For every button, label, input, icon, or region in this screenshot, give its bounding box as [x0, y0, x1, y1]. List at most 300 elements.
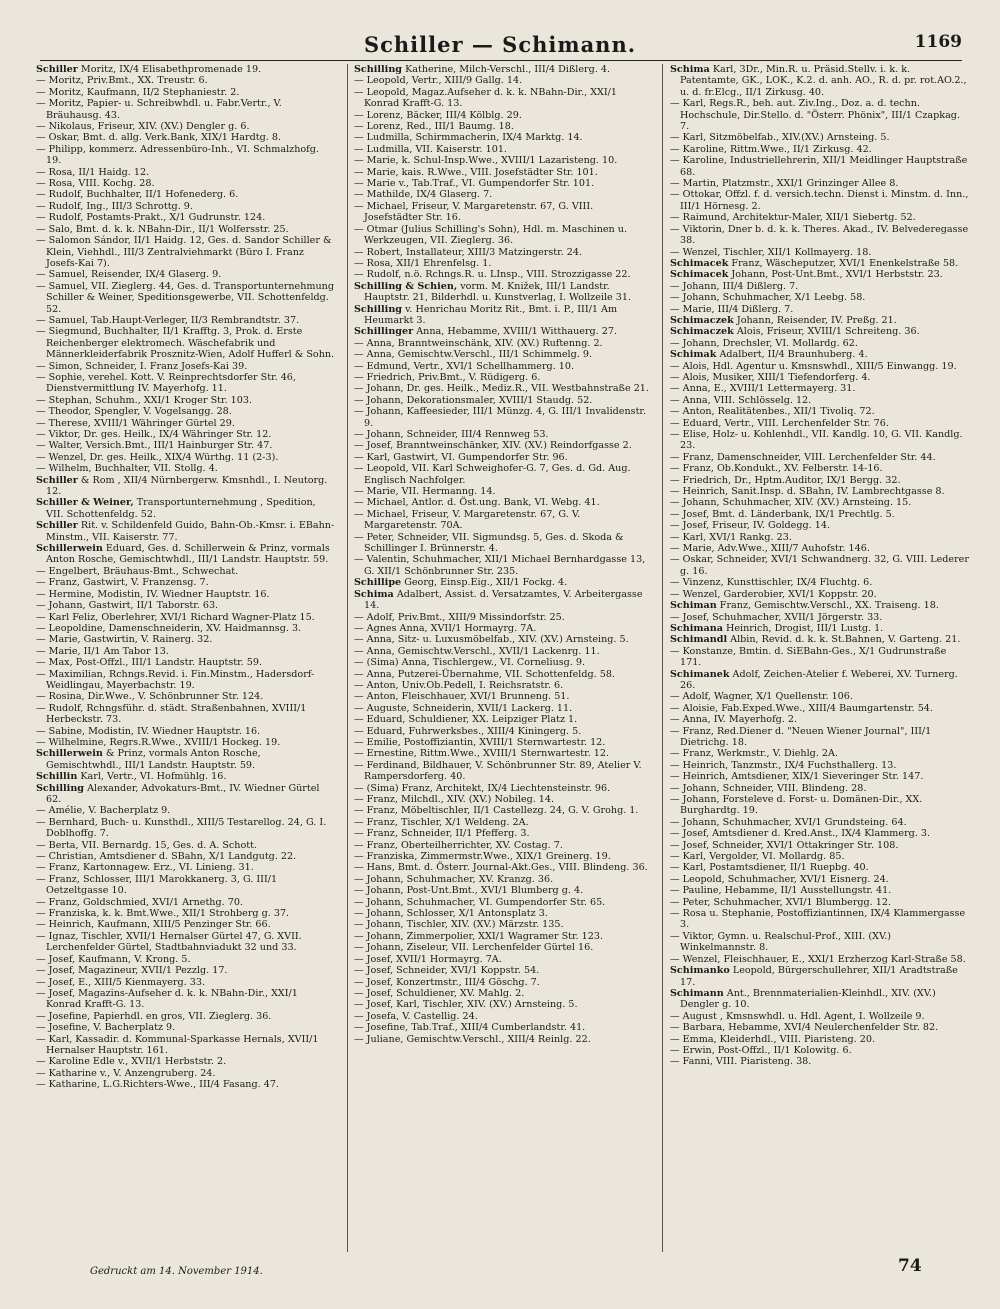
entry-text: — Rudolf, Rchngsführ. d. städt. Straßenbahnen, XVIII/1 Herbeckstr. 73.: [36, 702, 307, 726]
directory-entry: [36, 965, 336, 976]
directory-entry: [670, 760, 970, 771]
directory-entry: [354, 554, 654, 577]
directory-entry: [36, 406, 336, 417]
directory-entry: [670, 954, 970, 965]
directory-entry: [354, 269, 654, 280]
directory-entry: [354, 714, 654, 725]
entry-text: — Franz, Damenschneider, VIII. Lerchenfelder Str. 44.: [670, 451, 936, 463]
directory-entry: [36, 463, 336, 474]
entry-text: Transportunternehmung , Spedition, VII. Schottenfeldg. 52.: [46, 497, 316, 520]
entry-text: Eduard, Ges. d. Schillerwein & Prinz, vormals Anton Rosche, Gemischtwhdl., III/1 Landstr. Hauptstr. 59.: [46, 543, 330, 566]
entry-text: — Rudolf, Postamts-Prakt., X/1 Gudrunstr. 124.: [36, 212, 266, 224]
entry-text: — Rosa, VIII. Kochg. 28.: [36, 178, 155, 190]
directory-entry: [36, 132, 336, 143]
entry-text: — Franz, Gastwirt, V. Franzensg. 7.: [36, 577, 209, 589]
entry-text: — Franz, Ob.Kondukt., XV. Felberstr. 14-16.: [670, 463, 883, 475]
entry-text: Adolf, Zeichen-Atelier f. Weberei, XV. Turnerg. 26.: [680, 668, 958, 691]
directory-entry: [36, 87, 336, 98]
directory-entry: [354, 258, 654, 269]
directory-entry: [354, 497, 654, 508]
directory-entry: [354, 634, 654, 645]
directory-entry: [670, 908, 970, 931]
column-right: [670, 64, 970, 1259]
running-title: Schiller — Schimann.: [363, 32, 637, 57]
directory-entry: [36, 212, 336, 223]
entry-text: — Karl, Regs.R., beh. aut. Ziv.Ing., Doz. a. d. techn. Hochschule, Dir.Stello. d. "Österr. Phönix", III/1 Czapkag. 7.: [670, 98, 960, 133]
directory-entry: [36, 75, 336, 86]
directory-entry: [354, 349, 654, 360]
entry-surname: Schillerwein: [36, 543, 103, 555]
directory-entry: [670, 269, 970, 280]
entry-text: — Moritz, Papier- u. Schreibwhdl. u. Fabr.Vertr., V. Bräuhausg. 43.: [36, 98, 282, 121]
directory-entry: [670, 497, 970, 508]
sheet-number: 74: [898, 1256, 922, 1276]
directory-entry: [354, 395, 654, 406]
directory-entry: [354, 1022, 654, 1033]
directory-entry: [670, 862, 970, 873]
directory-entry: [354, 87, 654, 110]
entry-text: — Salomon Sándor, II/1 Haidg. 12, Ges. d. Sandor Schiller & Klein, Viehhdl., III/3 Zentralviehmarkt (Büro I. Franz Josefs-Kai 7).: [36, 235, 332, 269]
directory-entry: [354, 840, 654, 851]
entry-text: — Marie, Gastwirtin, V. Rainerg. 32.: [36, 634, 213, 646]
directory-entry: [670, 98, 970, 132]
directory-entry: [36, 908, 336, 919]
entry-text: — Rosa, XII/1 Ehrenfelsg. 1.: [354, 257, 492, 269]
entry-text: — Rosa, II/1 Haidg. 12.: [36, 166, 150, 178]
directory-entry: [36, 98, 336, 121]
entry-text: — Ferdinand, Bildhauer, V. Schönbrunner Str. 89, Atelier V. Rampersdorferg. 40.: [354, 759, 642, 783]
directory-entry: [670, 406, 970, 417]
entry-text: — Johann, Gastwirt, II/1 Taborstr. 63.: [36, 600, 219, 612]
directory-entry: [670, 486, 970, 497]
entry-text: — Josef, Kaufmann, V. Krong. 5.: [36, 953, 191, 965]
entry-text: — Rudolf, n.ö. Rchngs.R. u. LInsp., VIII. Strozzigasse 22.: [354, 269, 631, 281]
directory-entry: [36, 1056, 336, 1067]
entry-text: — Karl, Gastwirt, VI. Gumpendorfer Str. 96.: [354, 451, 568, 463]
entry-text: — Max, Post-Offzl., III/1 Landstr. Hauptstr. 59.: [36, 657, 263, 669]
entry-text: v. Henrichau Moritz Rit., Bmt. i. P., III/1 Am Heumarkt 3.: [364, 303, 618, 326]
entry-text: — Franz, Goldschmied, XVI/1 Arnethg. 70.: [36, 896, 243, 908]
entry-text: — Franz, Milchdl., XIV. (XV.) Nobileg. 14.: [354, 794, 555, 805]
entry-text: — Valentin, Schuhmacher, XII/1 Michael Bernhardgasse 13, G. XII/1 Schönbrunner Str. 235.: [354, 554, 646, 577]
entry-text: — Franziska, Zimmermstr.Wwe., XIX/1 Greinerg. 19.: [354, 851, 611, 863]
entry-text: — Josef, E., XIII/5 Kienmayerg. 33.: [36, 976, 206, 988]
directory-entry: [36, 657, 336, 668]
entry-text: — Rudolf, Ing., III/3 Schrottg. 9.: [36, 200, 193, 212]
directory-entry: [670, 1022, 970, 1033]
directory-entry: [670, 554, 970, 577]
directory-entry: [670, 509, 970, 520]
directory-entry: [670, 292, 970, 303]
entry-surname: Schiller: [36, 64, 78, 75]
directory-entry: [354, 828, 654, 839]
directory-entry: [36, 748, 336, 771]
entry-text: — Wenzel, Dr. ges. Heilk., XIX/4 Würthg. 11 (2-3).: [36, 451, 279, 463]
entry-text: — Karl, Kassadir. d. Kommunal-Sparkasse Hernals, XVII/1 Hernalser Hauptstr. 161.: [36, 1033, 319, 1056]
entry-text: — Viktorin, Dner b. d. k. k. Theres. Akad., IV. Belvederegasse 38.: [670, 223, 969, 247]
directory-entry: [36, 805, 336, 816]
entry-text: — Johann, Dr. ges. Heilk., Mediz.R., VII. Westbahnstraße 21.: [354, 383, 649, 395]
entry-text: — Anna, IV. Mayerhofg. 2.: [670, 714, 798, 726]
column-left: [36, 64, 336, 1259]
entry-text: — Karl, XVI/1 Rankg. 23.: [670, 531, 792, 543]
directory-entry: [670, 828, 970, 839]
entry-text: — Peter, Schuhmacher, XVI/1 Blumbergg. 12.: [670, 896, 892, 908]
directory-entry: [36, 235, 336, 269]
directory-entry: [36, 1022, 336, 1033]
entry-text: — Marie, VII. Hermanng. 14.: [354, 486, 496, 498]
directory-entry: [36, 452, 336, 463]
entry-text: — Marie, II/1 Am Tabor 13.: [36, 645, 169, 657]
directory-entry: [36, 543, 336, 566]
directory-entry: [670, 144, 970, 155]
entry-text: — Aloisie, Fab.Exped.Wwe., XIII/4 Baumgartenstr. 54.: [670, 702, 933, 714]
directory-entry: [36, 269, 336, 280]
entry-text: — Simon, Schneider, I. Franz Josefs-Kai 39.: [36, 360, 248, 372]
directory-entry: [670, 577, 970, 588]
directory-entry: [36, 954, 336, 965]
entry-text: — Anton, Fleischhauer, XVI/1 Brunneng. 51.: [354, 691, 570, 703]
directory-entry: [670, 429, 970, 452]
entry-text: — Viktor, Dr. ges. Heilk., IX/4 Währinger Str. 12.: [36, 429, 272, 440]
entry-text: vorm. M. Knižek, III/1 Landstr. Hauptstr. 21, Bilderhdl. u. Kunstverlag, I. Wollzeile 31.: [364, 280, 632, 304]
directory-entry: [670, 794, 970, 817]
directory-entry: [670, 726, 970, 749]
directory-entry: [354, 805, 654, 816]
entry-text: — Karl Feliz, Oberlehrer, XVI/1 Richard Wagner-Platz 15.: [36, 611, 315, 623]
entry-text: — Rosina, Dir.Wwe., V. Schönbrunner Str. 124.: [36, 691, 264, 703]
directory-entry: [354, 794, 654, 805]
entry-text: — Agnes Anna, XVII/1 Hormayrg. 7A.: [354, 622, 537, 634]
entry-text: — Johann, Schneider, III/4 Rennweg 53.: [354, 429, 549, 440]
directory-entry: [36, 577, 336, 588]
directory-entry: [354, 817, 654, 828]
entry-surname: Schimaczek: [670, 314, 734, 326]
entry-text: — Johann, Tischler, XIV. (XV.) Märzstr. 135.: [354, 919, 564, 931]
directory-entry: [354, 144, 654, 155]
entry-surname: Schiman: [670, 600, 717, 612]
entry-surname: Schimacek: [670, 269, 729, 281]
entry-text: — Michael, Friseur, V. Margaretenstr. 67, G. V. Margaretenstr. 70A.: [354, 508, 581, 532]
directory-entry: [354, 931, 654, 942]
directory-entry: [670, 634, 970, 645]
entry-text: — Wilhelmine, Regrs.R.Wwe., XVIII/1 Hockeg. 19.: [36, 736, 281, 748]
directory-entry: [670, 224, 970, 247]
entry-surname: Schilling & Schien,: [354, 280, 458, 292]
directory-entry: [670, 281, 970, 292]
directory-entry: [670, 874, 970, 885]
entry-surname: Schillipe: [354, 577, 402, 589]
entry-text: — Sophie, verehel. Kott. V. Reinprechtsdorfer Str. 46, Dienstvermittlung IV. Mayerhofg. 11.: [36, 371, 296, 395]
entry-text: — Josefine, Papierhdl. en gros, VII. Zieglerg. 36.: [36, 1010, 272, 1022]
entry-text: — Auguste, Schneiderin, XVII/1 Lackerg. 11.: [354, 702, 573, 714]
entry-text: — Josef, Bmt. d. Länderbank, IX/1 Prechtlg. 5.: [670, 508, 895, 520]
directory-entry: [670, 931, 970, 954]
entry-text: — Heinrich, Kaufmann, XIII/5 Penzinger Str. 66.: [36, 919, 271, 931]
directory-entry: [36, 726, 336, 737]
directory-entry: [36, 771, 336, 782]
directory-entry: [354, 281, 654, 304]
directory-entry: [670, 897, 970, 908]
directory-entry: [354, 509, 654, 532]
entry-text: — Wenzel, Fleischhauer, E., XXI/1 Erzherzog Karl-Straße 58.: [670, 953, 966, 965]
directory-entry: [36, 931, 336, 954]
entry-text: Karl, 3Dr., Min.R. u. Präsid.Stellv. i. k. k. Patentamte, GK., LOK., K.2. d. anh. AO., R. d. pr. rot.AO.2., u. d. fr.Elcg., II/1 Zirkusg. 40.: [680, 64, 967, 98]
entry-text: & Prinz, vormals Anton Rosche, Gemischtwhdl., III/1 Landstr. Hauptstr. 59.: [46, 748, 261, 771]
entry-text: — Katharine, L.G.Richters-Wwe., III/4 Fasang. 47.: [36, 1079, 279, 1091]
directory-entry: [670, 623, 970, 634]
entry-text: — Eduard, Schuldiener, XX. Leipziger Platz 1.: [354, 714, 578, 726]
entry-text: — Samuel, Reisender, IX/4 Glaserg. 9.: [36, 269, 222, 281]
entry-text: Johann, Post-Unt.Bmt., XVI/1 Herbststr. 23.: [731, 269, 943, 281]
entry-text: — Leopold, Vertr., XIII/9 Gallg. 14.: [354, 75, 523, 87]
directory-entry: [670, 589, 970, 600]
directory-entry: [354, 338, 654, 349]
entry-text: — Leopoldine, Damenschneiderin, XV. Haidmannsg. 3.: [36, 622, 302, 634]
entry-text: — Ernestine, Rittm.Wwe., XVIII/1 Sternwartestr. 12.: [354, 748, 610, 760]
directory-entry: [670, 178, 970, 189]
entry-surname: Schimanko: [670, 965, 730, 977]
entry-text: — Franz, Oberteilherrichter, XV. Costag. 7.: [354, 839, 563, 851]
entry-text: — Josef, Magazins-Aufseher d. k. k. NBahn-Dir., XXI/1 Konrad Krafft-G. 13.: [36, 987, 298, 1011]
entry-text: — Franz, Möbeltischler, II/1 Castellezg. 24, G. V. Grohg. 1.: [354, 805, 639, 817]
entry-text: — Johann, Schuhmacher, XIV. (XV.) Arnsteing. 15.: [670, 497, 912, 509]
entry-text: — Emilie, Postoffiziantin, XVIII/1 Sternwartestr. 12.: [354, 736, 606, 748]
entry-text: Leopold, Bürgerschullehrer, XII/1 Aradtstraße 17.: [680, 965, 958, 988]
directory-entry: [36, 977, 336, 988]
entry-text: — Alois, Hdl. Agentur u. Kmsnswhdl., XIII/5 Einwangg. 19.: [670, 360, 957, 372]
entry-text: — Franz, Kartonnagew. Erz., VI. Linieng. 31.: [36, 862, 254, 874]
entry-text: — Oskar, Bmt. d. allg. Verk.Bank, XIX/1 Hardtg. 8.: [36, 132, 281, 144]
directory-entry: [36, 497, 336, 520]
directory-entry: [354, 612, 654, 623]
directory-entry: [670, 155, 970, 178]
entry-text: — Franziska, k. k. Bmt.Wwe., XII/1 Strohberg g. 37.: [36, 908, 290, 920]
directory-entry: [36, 897, 336, 908]
entry-surname: Schiller: [36, 474, 78, 486]
directory-entry: [354, 463, 654, 486]
entry-text: Adalbert, II/4 Braunhuberg. 4.: [719, 349, 868, 361]
entry-text: — Johann, Ziseleur, VII. Lerchenfelder Gürtel 16.: [354, 942, 594, 954]
entry-text: Alexander, Advokaturs-Bmt., IV. Wiedner Gürtel 62.: [46, 782, 320, 805]
entry-text: — Maximilian, Rchngs.Revid. i. Fin.Minstm., Hadersdorf-Weidlingau, Mayerbachstr. 19.: [36, 668, 315, 691]
entry-text: — Anna, Putzerei-Übernahme, VII. Schottenfeldg. 58.: [354, 668, 615, 680]
directory-entry: [354, 919, 654, 930]
directory-entry: [36, 612, 336, 623]
entry-text: — Elise, Holz- u. Kohlenhdl., VII. Kandlg. 10, G. VII. Kandlg. 23.: [670, 429, 963, 452]
entry-text: — Johann, Dekorationsmaler, XVIII/1 Staudg. 52.: [354, 394, 593, 406]
directory-entry: [354, 737, 654, 748]
entry-text: — Marie, k. Schul-Insp.Wwe., XVIII/1 Lazaristeng. 10.: [354, 155, 618, 167]
entry-text: — Anna, VIII. Schlösselg. 12.: [670, 394, 812, 406]
directory-entry: [354, 703, 654, 714]
directory-entry: [670, 452, 970, 463]
directory-entry: [36, 418, 336, 429]
entry-text: — Josef, Branntweinschänker, XIV. (XV.) Reindorfgasse 2.: [354, 440, 632, 452]
directory-entry: [670, 258, 970, 269]
entry-text: — Vinzenz, Kunsttischler, IX/4 Fluchtg. 6.: [670, 577, 873, 589]
entry-text: — Rudolf, Buchhalter, II/1 Hofenederg. 6.: [36, 189, 239, 201]
directory-entry: [670, 669, 970, 692]
directory-entry: [670, 691, 970, 702]
directory-entry: [354, 110, 654, 121]
entry-text: — Anna, Sitz- u. Luxusmöbelfab., XIV. (XV.) Arnsteing. 5.: [354, 634, 629, 646]
entry-text: — Stephan, Schuhm., XXI/1 Kroger Str. 103.: [36, 394, 253, 406]
entry-text: — Johann, Schuhmacher, VI. Gumpendorfer Str. 65.: [354, 896, 606, 908]
entry-text: — Josef, Schneider, XVI/1 Ottakringer Str. 108.: [670, 839, 899, 851]
directory-entry: [36, 475, 336, 498]
directory-entry: [670, 703, 970, 714]
directory-entry: [354, 908, 654, 919]
entry-text: — Lorenz, Red., III/1 Baumg. 18.: [354, 121, 514, 133]
directory-entry: [36, 315, 336, 326]
entry-text: — Josef, Karl, Tischler, XIV. (XV.) Arnsteing. 5.: [354, 999, 578, 1011]
entry-surname: Schimaczek: [670, 326, 734, 338]
entry-text: Georg, Einsp.Eig., XII/1 Fockg. 4.: [404, 577, 568, 589]
directory-entry: [354, 942, 654, 953]
directory-entry: [670, 315, 970, 326]
directory-entry: [36, 783, 336, 806]
entry-surname: Schillerwein: [36, 748, 103, 760]
entry-text: — Franz, Tischler, X/1 Weldeng. 2A.: [354, 816, 529, 828]
directory-entry: [36, 669, 336, 692]
entry-text: — Johann, Schuhmacher, XV. Kranzg. 36.: [354, 873, 554, 885]
directory-entry: [670, 1045, 970, 1056]
directory-entry: [670, 475, 970, 486]
entry-text: — Josef, Schneider, XVI/1 Koppstr. 54.: [354, 965, 540, 977]
entry-surname: Schilling: [354, 303, 403, 315]
entry-text: — Ludmilla, Schirmmacherin, IX/4 Marktg. 14.: [354, 132, 583, 144]
entry-text: — Karoline, Rittm.Wwe., II/1 Zirkusg. 42.: [670, 143, 872, 155]
directory-entry: [36, 840, 336, 851]
column-middle: [354, 64, 654, 1259]
entry-text: — Edmund, Vertr., XVI/1 Schellhammerg. 10.: [354, 360, 575, 372]
entry-text: — Rosa u. Stephanie, Postoffiziantinnen, IX/4 Klammergasse 3.: [670, 908, 966, 931]
directory-entry: [354, 760, 654, 783]
entry-text: — Karoline Edle v., XVII/1 Herbststr. 2.: [36, 1056, 227, 1068]
directory-entry: [670, 543, 970, 554]
directory-entry: [354, 851, 654, 862]
entry-text: — Leopold, Schuhmacher, XVI/1 Eisnerg. 24.: [670, 873, 889, 885]
directory-entry: [354, 577, 654, 588]
entry-text: — Emma, Kleiderhdl., VIII. Piaristeng. 20.: [670, 1033, 876, 1045]
directory-entry: [36, 634, 336, 645]
entry-text: — Karl, Vergolder, VI. Mollardg. 85.: [670, 851, 845, 863]
directory-entry: [36, 1011, 336, 1022]
directory-entry: [670, 520, 970, 531]
directory-entry: [36, 600, 336, 611]
entry-text: — Amélie, V. Bacherplatz 9.: [36, 805, 171, 817]
directory-entry: [670, 885, 970, 896]
entry-text: — Eduard, Vertr., VIII. Lerchenfelder Str. 76.: [670, 417, 889, 429]
entry-text: — Erwin, Post-Offzl., II/1 Kolowitg. 6.: [670, 1044, 852, 1056]
entry-text: — Josef, XVII/1 Hormayrg. 7A.: [354, 953, 502, 965]
entry-text: — Karl, Postamtsdiener, II/1 Ruepbg. 40.: [670, 862, 869, 874]
entry-text: — Johann, Kaffeesieder, III/1 Münzg. 4, G. III/1 Invalidenstr. 9.: [354, 406, 647, 429]
directory-entry: [36, 988, 336, 1011]
entry-text: — (Sima) Anna, Tischlergew., VI. Corneliusg. 9.: [354, 657, 586, 669]
entry-text: — Ignaz, Tischler, XVII/1 Hernalser Gürtel 47, G. XVII. Lerchenfelder Gürtel, Stadtbahnviadukt 32 und 33.: [36, 930, 302, 954]
entry-text: — Johann, Drechsler, VI. Mollardg. 62.: [670, 337, 858, 349]
entry-surname: Schimandl: [670, 634, 728, 646]
entry-surname: Schimacek: [670, 257, 729, 269]
entry-text: — Moritz, Priv.Bmt., XX. Treustr. 6.: [36, 75, 208, 87]
directory-entry: [354, 1011, 654, 1022]
entry-text: Franz, Wäscheputzer, XVI/1 Enenkelstraße 58.: [731, 257, 959, 269]
entry-text: — Franz, Schlosser, III/1 Marokkanerg. 3, G. III/1 Oetzeltgasse 10.: [36, 873, 278, 897]
entry-text: — Johann, Schlosser, X/1 Antonsplatz 3.: [354, 908, 548, 920]
entry-text: — Wenzel, Tischler, XII/1 Kollmayerg. 18.: [670, 246, 872, 258]
entry-text: — Anton, Realitätenbes., XII/1 Tivoliq. 72.: [670, 406, 875, 418]
entry-text: Albin, Revid. d. k. k. St.Bahnen, V. Garteng. 21.: [730, 634, 961, 646]
entry-text: — Anna, E., XVIII/1 Lettermayerg. 31.: [670, 383, 856, 395]
directory-entry: [36, 224, 336, 235]
directory-entry: [670, 748, 970, 759]
directory-entry: [354, 224, 654, 247]
directory-entry: [36, 851, 336, 862]
directory-entry: [354, 75, 654, 86]
directory-entry: [354, 361, 654, 372]
entry-text: — Josef, Amtsdiener d. Kred.Anst., IX/4 Klammerg. 3.: [670, 828, 931, 840]
entry-text: — Anna, Branntweinschänk, XIV. (XV.) Ruftenng. 2.: [354, 337, 603, 349]
entry-text: Rit. v. Schildenfeld Guido, Bahn-Ob.-Kmsr. i. EBahn-Minstm., VII. Kaiserstr. 77.: [46, 520, 335, 543]
directory-entry: [670, 600, 970, 611]
entry-text: — Mathilde, IX/4 Glaserg. 7.: [354, 189, 493, 201]
entry-text: — Peter, Schneider, VII. Sigmundsg. 5, Ges. d. Skoda & Schillinger I. Brünnerstr. 4.: [354, 531, 624, 555]
entry-surname: Schimann: [670, 987, 724, 999]
entry-surname: Schillin: [36, 771, 78, 783]
directory-entry: [354, 885, 654, 896]
entry-text: & Rom , XII/4 Nürnbergerw. Kmsnhdl., I. Neutorg. 12.: [46, 474, 328, 498]
entry-text: Ant., Brennmaterialien-Kleinhdl., XIV. (XV.) Dengler g. 10.: [680, 987, 936, 1011]
directory-entry: [354, 657, 654, 668]
entry-surname: Schillinger: [354, 326, 414, 338]
entry-text: — Martin, Platzmstr., XXI/1 Grinzinger Allee 8.: [670, 178, 899, 190]
entry-text: — Fanni, VIII. Piaristeng. 38.: [670, 1056, 812, 1068]
directory-entry: [670, 372, 970, 383]
entry-text: — Johann, Forsteleve d. Forst- u. Domänen-Dir., XX. Burghardtg. 19.: [670, 794, 923, 817]
entry-text: — Anton, Univ.Ob.Pedell, I. Reichsratstr. 6.: [354, 679, 564, 691]
directory-entry: [36, 167, 336, 178]
directory-entry: [36, 1034, 336, 1057]
directory-entry: [354, 726, 654, 737]
entry-text: Johann, Reisender, IV. Preßg. 21.: [736, 314, 897, 326]
entry-text: — Alois, Musiker, XIII/1 Tiefendorferg. 4.: [670, 371, 871, 383]
directory-entry: [354, 121, 654, 132]
directory-entry: [670, 212, 970, 223]
directory-entry: [670, 418, 970, 429]
entry-text: — Josefa, V. Castellig. 24.: [354, 1010, 478, 1022]
directory-entry: [354, 372, 654, 383]
directory-entry: [36, 372, 336, 395]
directory-entry: [36, 178, 336, 189]
entry-text: — Christian, Amtsdiener d. SBahn, X/1 Landgutg. 22.: [36, 851, 297, 863]
entry-text: Franz, Gemischtw.Verschl., XX. Traiseng. 18.: [719, 600, 939, 612]
entry-text: — Johann, Schuhmacher, X/1 Leebg. 58.: [670, 292, 866, 304]
entry-text: — Heinrich, Sanit.Insp. d. SBahn, IV. Lambrechtgasse 8.: [670, 486, 945, 498]
entry-text: — Wenzel, Garderobier, XVI/1 Koppstr. 20.: [670, 588, 877, 600]
directory-entry: [670, 851, 970, 862]
entry-text: — Adolf, Priv.Bmt., XIII/9 Missindorfstr. 25.: [354, 611, 565, 623]
directory-entry: [36, 64, 336, 75]
directory-entry: [36, 429, 336, 440]
entry-text: — Heinrich, Tanzmstr., IX/4 Fuchsthallerg. 13.: [670, 759, 897, 771]
directory-entry: [36, 703, 336, 726]
entry-text: — Karoline, Industriellehrerin, XII/1 Meidlinger Hauptstraße 68.: [670, 155, 968, 178]
directory-entry: [354, 532, 654, 555]
directory-entry: [36, 1068, 336, 1079]
directory-entry: [670, 1034, 970, 1045]
